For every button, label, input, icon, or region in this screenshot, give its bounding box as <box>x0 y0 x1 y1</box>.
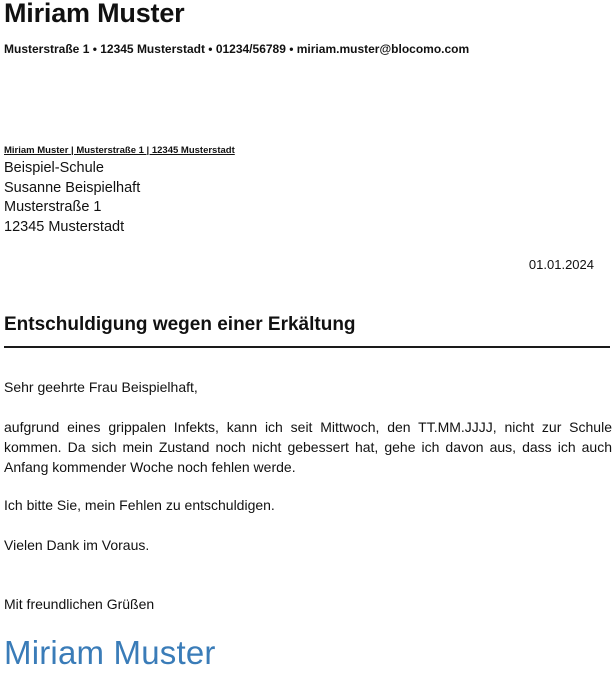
apology-sentence: Ich bitte Sie, mein Fehlen zu entschuldigen. <box>4 497 275 513</box>
signature: Miriam Muster <box>4 634 216 671</box>
recipient-line: Musterstraße 1 <box>4 199 102 215</box>
recipient-line: 12345 Musterstadt <box>4 218 125 235</box>
body-line: kommen. Da sich mein Zustand noch nicht gebessert hat, gehe ich davon aus, dass ich auch <box>4 439 612 455</box>
body-line: aufgrund eines grippalen Infekts, kann ich seit Mittwoch, den TT.MM.JJJJ, nicht zur Schule <box>4 419 612 435</box>
body-line: Anfang kommender Woche noch fehlen werde. <box>4 459 296 475</box>
recipient-line: Susanne Beispielhaft <box>4 179 141 196</box>
sender-contact-line: Musterstraße 1 • 12345 Musterstadt • 01234/56789 • miriam.muster@blocomo.com <box>4 42 470 56</box>
letter-date: 01.01.2024 <box>528 257 594 272</box>
recipient-address <box>4 159 140 237</box>
sender-name: Miriam Muster <box>4 0 185 28</box>
return-address-line: Miriam Muster | Musterstraße 1 | 12345 Musterstadt <box>4 145 235 156</box>
subject-heading: Entschuldigung wegen einer Erkältung <box>4 314 356 335</box>
closing-phrase: Mit freundlichen Grüßen <box>4 596 155 612</box>
salutation: Sehr geehrte Frau Beispielhaft, <box>4 379 198 395</box>
recipient-line: Beispiel-Schule <box>4 160 104 176</box>
subject-divider <box>4 346 610 348</box>
body-paragraph <box>4 417 612 477</box>
thanks-sentence: Vielen Dank im Voraus. <box>4 537 150 553</box>
